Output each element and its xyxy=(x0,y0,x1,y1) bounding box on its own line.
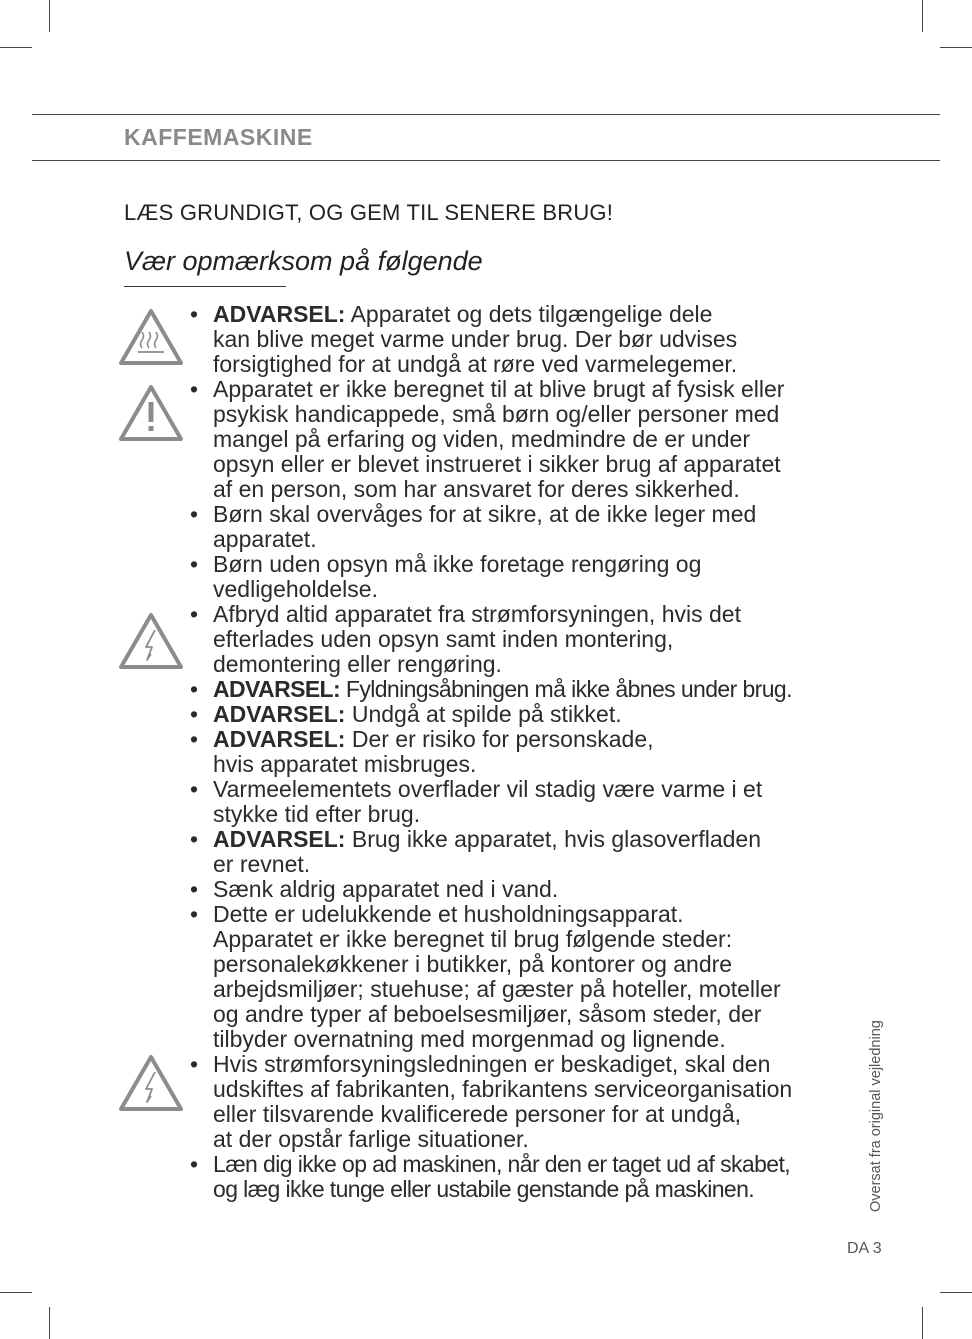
crop-mark xyxy=(940,1292,972,1293)
list-item: • Sænk aldrig apparatet ned i vand. xyxy=(190,877,855,902)
list-item: • ADVARSEL: Fyldningsåbningen må ikke åbnes under brug. xyxy=(190,677,855,702)
list-item: • ADVARSEL: Der er risiko for personskade, hvis apparatet misbruges. xyxy=(190,727,855,777)
warning-list xyxy=(190,302,855,1202)
electric-shock-warning-icon xyxy=(118,612,184,670)
hot-surface-warning-icon xyxy=(118,308,184,366)
crop-mark xyxy=(922,0,923,32)
main-heading: LÆS GRUNDIGT, OG GEM TIL SENERE BRUG! xyxy=(124,200,614,225)
crop-mark xyxy=(49,0,50,32)
list-item: • Dette er udelukkende et husholdningsapparat. Apparatet er ikke beregnet til brug følgende steder: personalekøkkener i butikker, på kontorer og andre arbejdsmiljøer; stuehuse; af gæster på hoteller, moteller og andre typer af beboelsesmiljøer, såsom steder, der tilbyder overnatning med morgenmad og lignende. xyxy=(190,902,855,1052)
list-item: • Varmeelementets overflader vil stadig være varme i et stykke tid efter brug. xyxy=(190,777,855,827)
crop-mark xyxy=(940,47,972,48)
sub-heading-underline xyxy=(124,286,286,287)
crop-mark xyxy=(49,1307,50,1339)
electric-shock-warning-icon xyxy=(118,1054,184,1112)
crop-mark xyxy=(0,47,32,48)
header-bottom-rule xyxy=(32,160,940,161)
list-item: • Læn dig ikke op ad maskinen, når den er taget ud af skabet, og læg ikke tunge eller ustabile genstande på maskinen. xyxy=(190,1152,855,1202)
list-item: • Hvis strømforsyningsledningen er beskadiget, skal den udskiftes af fabrikanten, fabrikantens serviceorganisation eller tilsvarende kvalificerede personer for at undgå, at der opstår farlige situationer. xyxy=(190,1052,855,1152)
list-item: • Apparatet er ikke beregnet til at blive brugt af fysisk eller psykisk handicappede, små børn og/eller personer med mangel på erfaring og viden, medmindre de er under opsyn eller er blevet instrueret i sikker brug af apparatet af en person, som har ansvaret for deres sikkerhed. xyxy=(190,377,855,502)
list-item: • ADVARSEL: Brug ikke apparatet, hvis glasoverfladen er revnet. xyxy=(190,827,855,877)
list-item: • ADVARSEL: Undgå at spilde på stikket. xyxy=(190,702,855,727)
list-item: • Børn skal overvåges for at sikre, at de ikke leger med apparatet. xyxy=(190,502,855,552)
translation-note: Oversat fra original vejledning xyxy=(868,1020,884,1212)
header-top-rule xyxy=(32,114,940,115)
page-number: DA 3 xyxy=(847,1240,882,1257)
list-item: • ADVARSEL: Apparatet og dets tilgængelige dele kan blive meget varme under brug. Der bør udvises forsigtighed for at undgå at røre ved varmelegemer. xyxy=(190,302,855,377)
list-item: • Afbryd altid apparatet fra strømforsyningen, hvis det efterlades uden opsyn samt inden montering, demontering eller rengøring. xyxy=(190,602,855,677)
header-title: KAFFEMASKINE xyxy=(124,124,313,150)
list-item: • Børn uden opsyn må ikke foretage rengøring og vedligeholdelse. xyxy=(190,552,855,602)
crop-mark xyxy=(922,1307,923,1339)
crop-mark xyxy=(0,1292,32,1293)
general-warning-icon xyxy=(118,384,184,442)
sub-heading: Vær opmærksom på følgende xyxy=(124,246,483,276)
